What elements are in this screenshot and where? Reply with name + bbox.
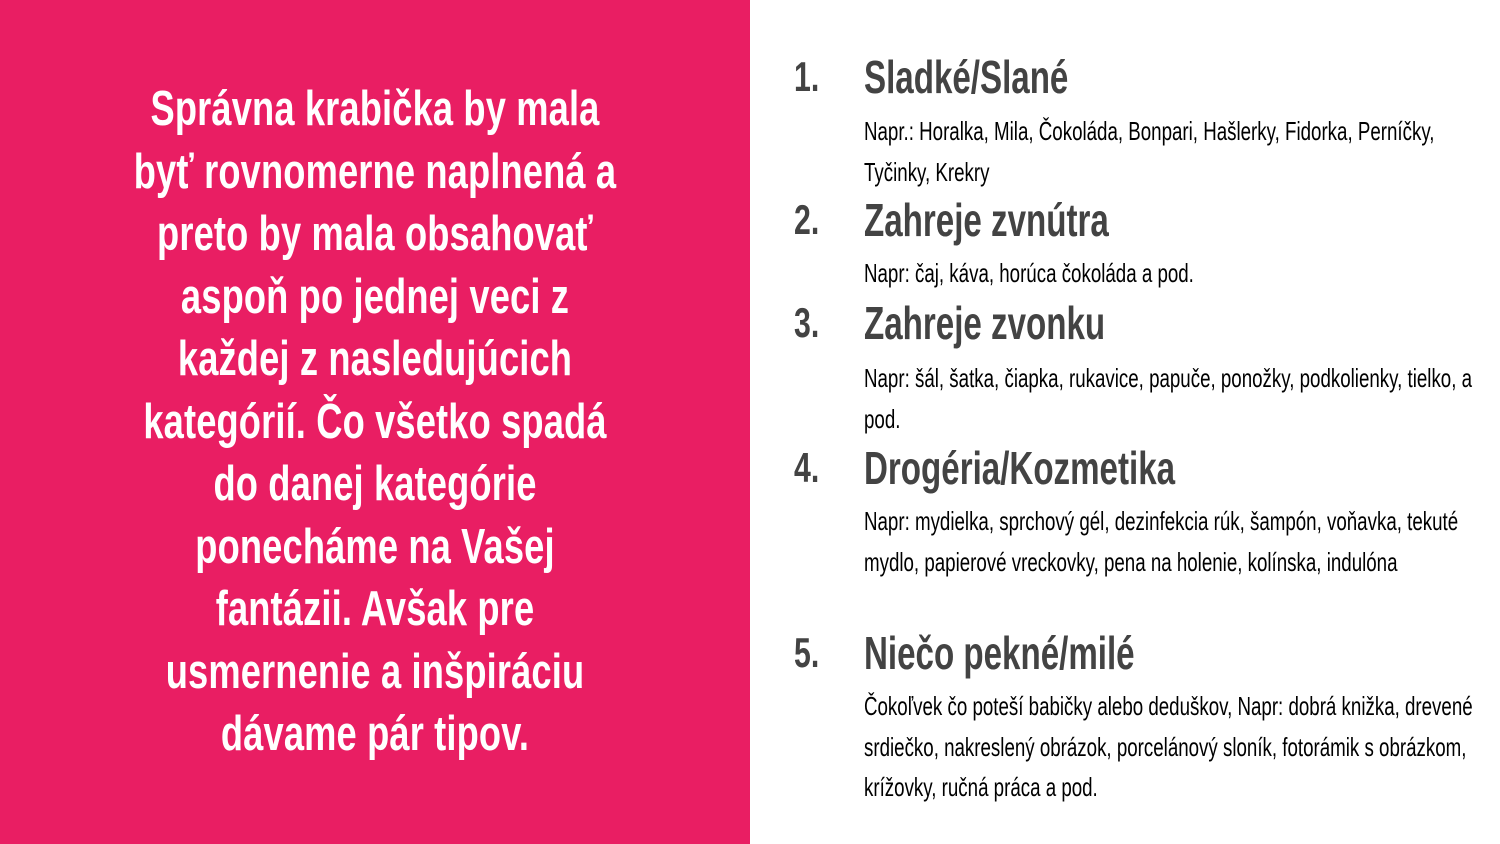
category-examples: Napr: čaj, káva, horúca čokoláda a pod. [864, 258, 1194, 288]
category-number: 1. [794, 53, 820, 100]
category-title: Zahreje zvonku [864, 297, 1106, 349]
intro-text: Správna krabička by mala byť rovnomerne naplnená a preto by mala obsahovať aspoň po jednej veci z každej z nasledujúcich kategórií. Čo všetko spadá do danej kategórie ponecháme na Vašej fantázii. Avšak pre usmernenie a inšpiráciu dávame pár tipov. [133, 82, 617, 762]
category-number: 3. [794, 299, 820, 346]
category-examples: Napr: šál, šatka, čiapka, rukavice, papuče, ponožky, podkolienky, tielko, a pod. [864, 363, 1473, 434]
category-examples: Napr.: Horalka, Mila, Čokoláda, Bonpari, Hašlerky, Fidorka, Perníčky, Tyčinky, Krekry [864, 116, 1435, 187]
category-title: Niečo pekné/milé [864, 627, 1135, 679]
category-number: 5. [794, 629, 820, 676]
category-title: Zahreje zvnútra [864, 194, 1109, 246]
category-number: 2. [794, 196, 820, 243]
category-number: 4. [794, 444, 820, 491]
category-examples: Čokoľvek čo poteší babičky alebo deduškov, Napr: dobrá knižka, drevené srdiečko, nakreslený obrázok, porcelánový sloník, fotorámik s obrázkom, krížovky, ručná práca a pod. [864, 691, 1473, 802]
category-title: Drogéria/Kozmetika [864, 442, 1176, 494]
category-title: Sladké/Slané [864, 51, 1069, 103]
category-list [750, 0, 1500, 844]
category-examples: Napr: mydielka, sprchový gél, dezinfekcia rúk, šampón, voňavka, tekuté mydlo, papierové vreckovky, pena na holenie, kolínska, indulóna [864, 506, 1459, 577]
